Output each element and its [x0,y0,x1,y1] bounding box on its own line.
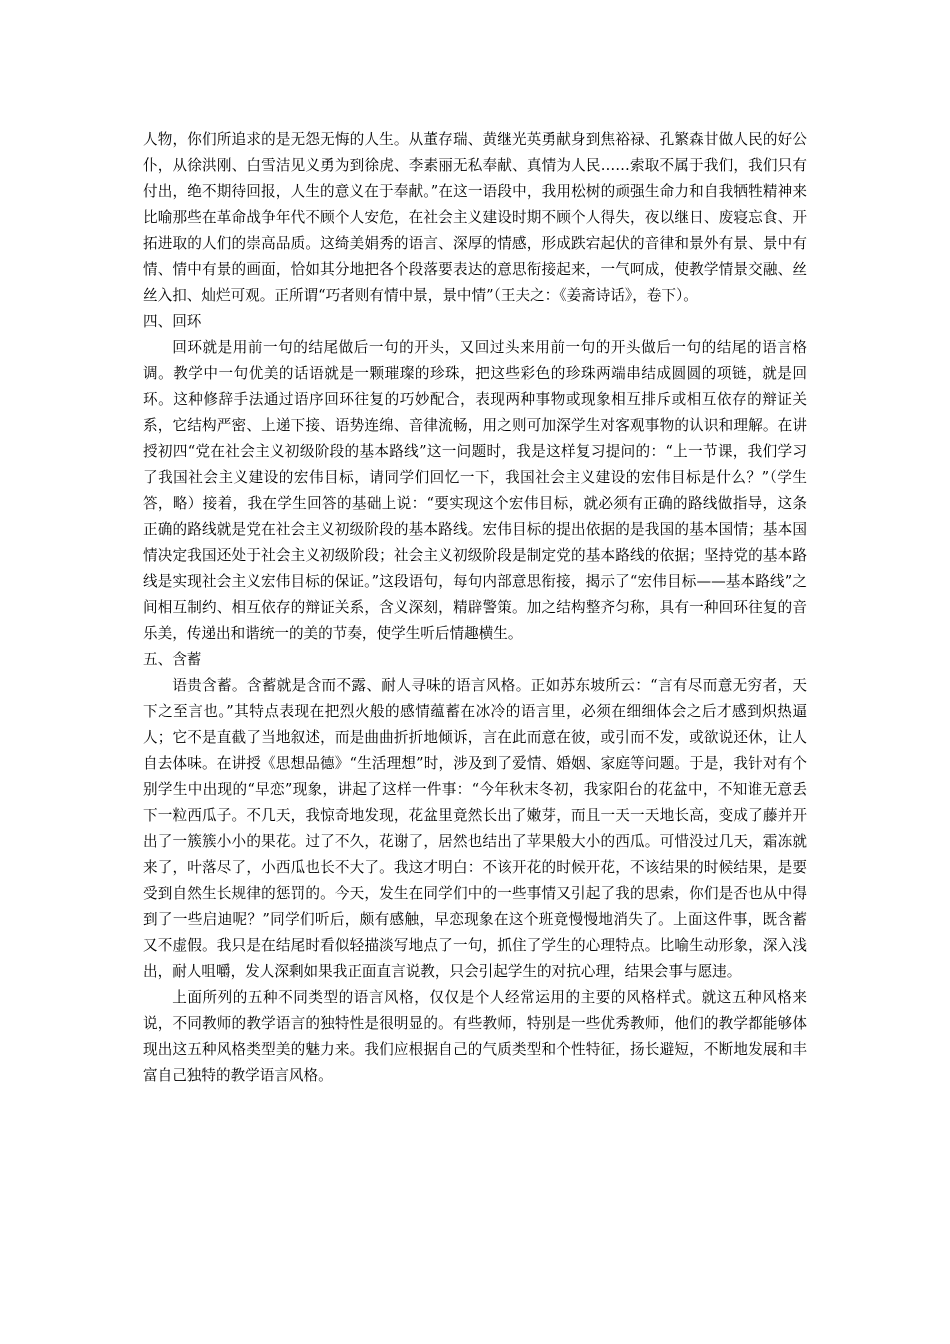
paragraph-huihuan: 回环就是用前一句的结尾做后一句的开头，又回过头来用前一句的开头做后一句的结尾的语言格调。教学中一句优美的话语就是一颗璀璨的珍珠，把这些彩色的珍珠两端串结成圆圆的项链，就是回环。这种修辞手法通过语序回环往复的巧妙配合，表现两种事物或现象相互排斥或相互依存的辩证关系，它结构严密、上递下接、语势连绵、音律流畅，用之则可加深学生对客观事物的认识和理解。在讲授初四“党在社会主义初级阶段的基本路线”这一问题时，我是这样复习提问的：“上一节课，我们学习了我国社会主义建设的宏伟目标，请同学们回忆一下，我国社会主义建设的宏伟目标是什么？”（学生答，略）接着，我在学生回答的基础上说：“要实现这个宏伟目标，就必须有正确的路线做指导，这条正确的路线就是党在社会主义初级阶段的基本路线。宏伟目标的提出依据的是我国的基本国情；基本国情决定我国还处于社会主义初级阶段；社会主义初级阶段是制定党的基本路线的依据；坚持党的基本路线是实现社会主义宏伟目标的保证。”这段语句，每句内部意思衔接，揭示了“宏伟目标——基本路线”之间相互制约、相互依存的辩证关系，含义深刻，精辟警策。加之结构整齐匀称，具有一种回环往复的音乐美，传递出和谐统一的美的节奏，使学生听后情趣横生。 [143,339,807,642]
document-body [143,127,807,1089]
paragraph-continuation: 人物，你们所追求的是无怨无悔的人生。从董存瑞、黄继光英勇献身到焦裕禄、孔繁森甘做人民的好公仆，从徐洪刚、白雪洁见义勇为到徐虎、李素丽无私奉献、真情为人民……索取不属于我们，我们只有付出，绝不期待回报，人生的意义在于奉献。”在这一语段中，我用松树的顽强生命力和自我牺牲精神来比喻那些在革命战争年代不顾个人安危，在社会主义建设时期不顾个人得失，夜以继日、废寝忘食、开拓进取的人们的崇高品质。这绮美娟秀的语言、深厚的情感，形成跌宕起伏的音律和景外有景、景中有情、情中有景的画面，恰如其分地把各个段落要表达的意思衔接起来，一气呵成，使教学情景交融、丝丝入扣、灿烂可观。正所谓“巧者则有情中景，景中情”（王夫之：《姜斋诗话》，卷下）。 [143,131,807,304]
paragraph-hanxu: 语贵含蓄。含蓄就是含而不露、耐人寻味的语言风格。正如苏东坡所云：“言有尽而意无穷者，天下之至言也。”其特点表现在把烈火般的感情蕴蓄在冰冷的语言里，必须在细细体会之后才感到炽热逼人；它不是直截了当地叙述，而是曲曲折折地倾诉，言在此而意在彼，或引而不发，或欲说还休，让人自去体味。在讲授《思想品德》“生活理想”时，涉及到了爱情、婚姻、家庭等问题。于是，我针对有个别学生中出现的“早恋”现象，讲起了这样一件事：“今年秋末冬初，我家阳台的花盆中，不知谁无意丢下一粒西瓜子。不几天，我惊奇地发现，花盆里竟然长出了嫩芽，而且一天一天地长高，变成了藤并开出了一簇簇小小的果花。过了不久，花谢了，居然也结出了苹果般大小的西瓜。可惜没过几天，霜冻就来了，叶落尽了，小西瓜也长不大了。我这才明白：不该开花的时候开花，不该结果的时候结果，是要受到自然生长规律的惩罚的。今天，发生在同学们中的一些事情又引起了我的思索，你们是否也从中得到了一些启迪呢？”同学们听后，颇有感触，早恋现象在这个班竟慢慢地消失了。上面这件事，既含蓄又不虚假。我只是在结尾时看似轻描淡写地点了一句，抓住了学生的心理特点。比喻生动形象，深入浅出，耐人咀嚼，发人深剩如果我正面直言说教，只会引起学生的对抗心理，结果会事与愿违。 [143,677,807,980]
section-heading-huihuan: 四、回环 [143,313,202,330]
section-heading-hanxu: 五、含蓄 [143,651,202,668]
paragraph-conclusion: 上面所列的五种不同类型的语言风格，仅仅是个人经常运用的主要的风格样式。就这五种风格来说，不同教师的教学语言的独特性是很明显的。有些教师，特别是一些优秀教师，他们的教学都能够体现出这五种风格类型美的魅力来。我们应根据自己的气质类型和个性特征，扬长避短，不断地发展和丰富自己独特的教学语言风格。 [143,989,807,1084]
